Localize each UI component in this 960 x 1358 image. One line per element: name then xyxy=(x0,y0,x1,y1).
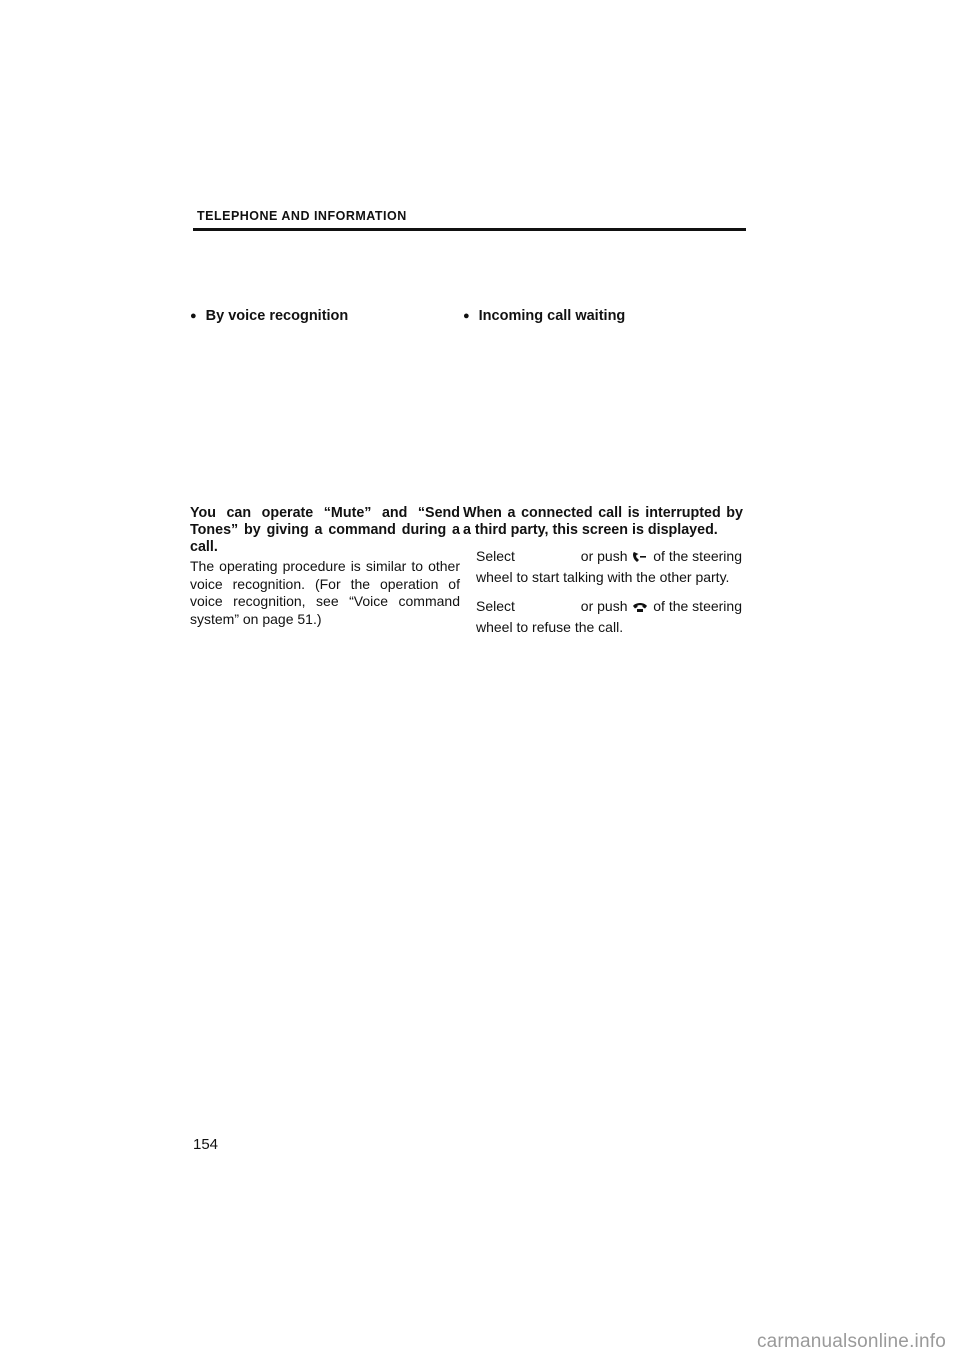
voice-body-paragraph: The operating procedure is similar to other voice recognition. (For the operation of voice recognition, see “Voice command system” on page 51.) xyxy=(190,558,460,627)
select-text: Select xyxy=(476,548,515,564)
heading-voice-recognition xyxy=(190,307,460,325)
or-push-text: or push xyxy=(580,547,628,564)
heading-incoming-call-waiting xyxy=(463,307,743,325)
refuse-continuation: wheel to refuse the call. xyxy=(476,619,624,635)
heading-text: Incoming call waiting xyxy=(478,308,626,324)
select-text: Select xyxy=(476,598,515,614)
bullet-icon: ● xyxy=(463,310,470,322)
refuse-instruction-line xyxy=(476,597,742,615)
or-push-text: or push xyxy=(580,597,628,614)
accept-continuation: wheel to start talking with the other party. xyxy=(476,569,730,585)
phone-off-hook-icon xyxy=(631,550,649,564)
page-number: 154 xyxy=(193,1136,219,1153)
left-column xyxy=(190,307,460,325)
accept-instruction-line xyxy=(476,547,742,565)
right-column xyxy=(463,307,743,325)
bullet-icon: ● xyxy=(190,310,197,322)
of-steering-text: of the steering xyxy=(653,547,742,564)
voice-intro-paragraph: You can operate “Mute” and “Send Tones” by giving a command during a call. xyxy=(190,505,460,555)
header-rule xyxy=(193,228,746,231)
watermark: carmanualsonline.info xyxy=(756,1331,946,1352)
section-header-title: TELEPHONE AND INFORMATION xyxy=(197,209,407,223)
of-steering-text: of the steering xyxy=(653,597,742,614)
call-waiting-intro-paragraph: When a connected call is interrupted by a third party, this screen is displayed. xyxy=(463,505,743,538)
phone-on-hook-icon xyxy=(631,600,649,614)
heading-text: By voice recognition xyxy=(205,308,349,324)
